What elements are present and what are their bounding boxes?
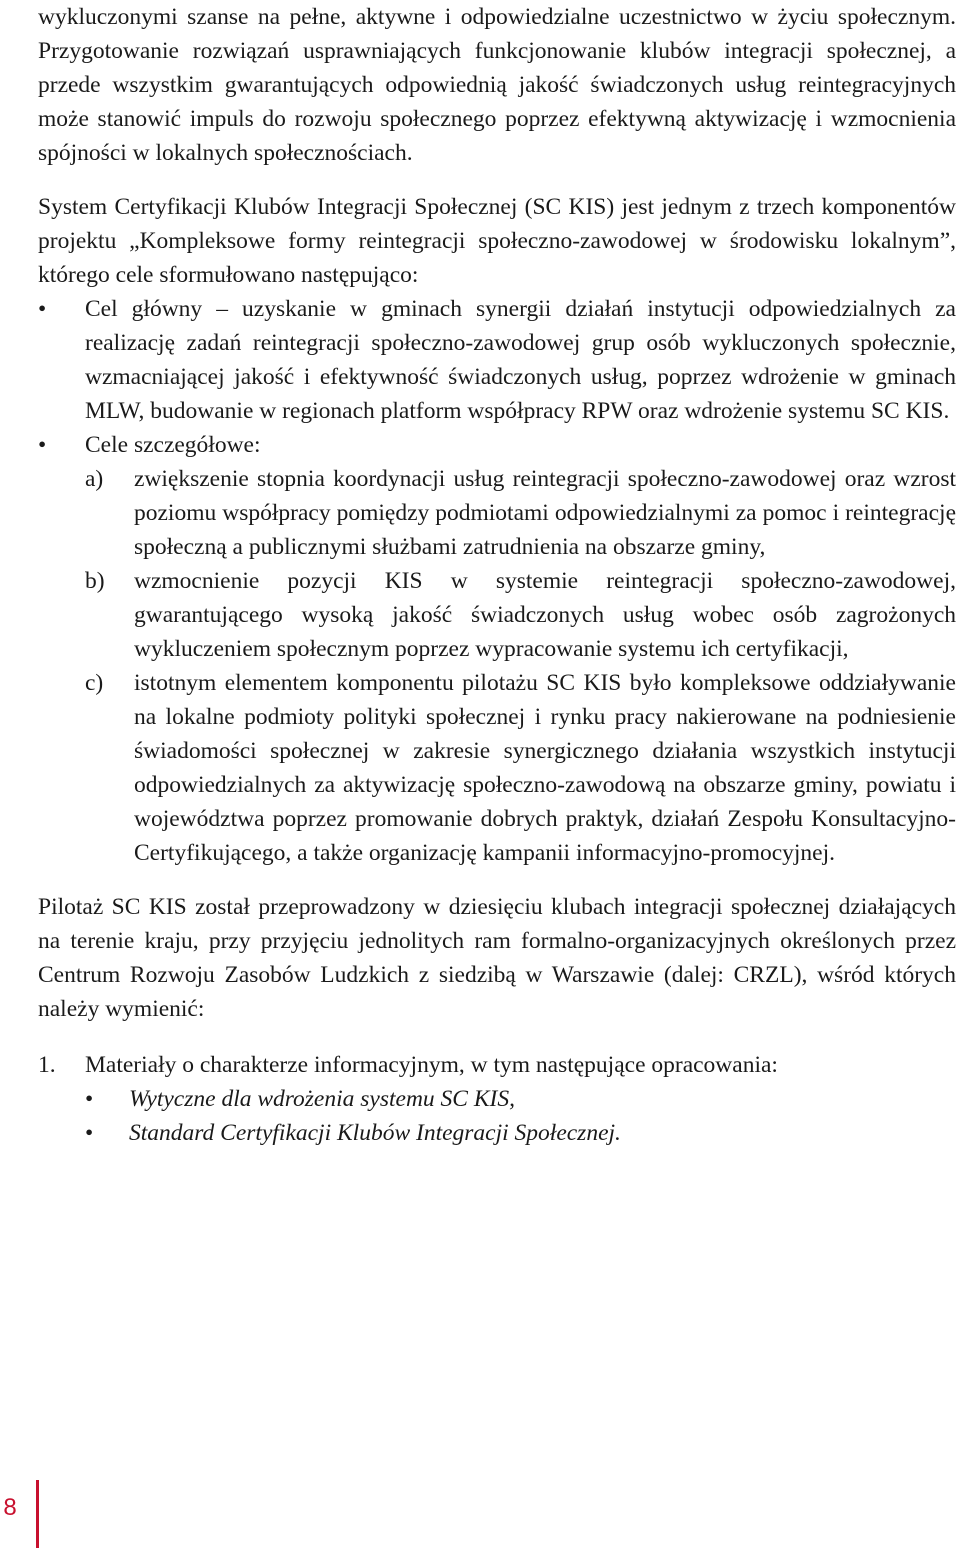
list-item-text: wzmocnienie pozycji KIS w systemie reintegracji społeczno-zawodowej, gwarantującego wysoką jakość świadczonych usług wobec osób zagrożonych wykluczeniem społecznym poprzez wypracowanie systemu ich certyfikacji, (134, 568, 956, 662)
sub-list-item (85, 1082, 956, 1116)
sub-list-item-text: Standard Certyfikacji Klubów Integracji Społecznej. (129, 1120, 621, 1146)
list-item (85, 564, 956, 666)
sub-list-item-text: Wytyczne dla wdrożenia systemu SC KIS, (129, 1086, 515, 1112)
goal-main-text: Cel główny – uzyskanie w gminach synergii działań instytucji odpowiedzialnych za realizację zadań reintegracji społeczno-zawodowej grup osób wykluczonych społecznie, wzmacniającej jakość i efektywność świadczonych usług, poprzez wdrożenie w gminach MLW, budowanie w regionach platform współpracy RPW oraz wdrożenie systemu SC KIS. (85, 296, 956, 424)
list-item-text: istotnym elementem komponentu pilotażu SC KIS było kompleksowe oddziaływanie na lokalne podmioty polityki społecznej i rynku pracy nakierowane na podniesienie świadomości społecznej w zakresie synergicznego działania wszystkich instytucji odpowiedzialnych za aktywizację społeczno-zawodową na obszarze gminy, powiatu i województwa poprzez promowanie dobrych praktyk, działań Zespołu Konsultacyjno-Certyfikującego, a także organizację kampanii informacyjno-promocyjnej. (134, 670, 956, 866)
page-body (38, 0, 956, 1150)
list-item (38, 1048, 956, 1150)
list-item (85, 666, 956, 870)
list-marker: a) (85, 466, 104, 492)
list-item-text: Materiały o charakterze informacyjnym, w tym następujące opracowania: (85, 1052, 778, 1078)
list-item (85, 462, 956, 564)
goals-specific-item (38, 428, 956, 870)
page-number: 8 (3, 1494, 17, 1521)
goals-specific-label: Cele szczegółowe: (85, 432, 261, 458)
paragraph-pilot: Pilotaż SC KIS został przeprowadzony w dziesięciu klubach integracji społecznej działających na terenie kraju, przy przyjęciu jednolitych ram formalno-organizacyjnych określonych przez Centrum Rozwoju Zasobów Ludzkich z siedzibą w Warszawie (dalej: CRZL), wśród których należy wymienić: (38, 894, 956, 1022)
bullet-icon: • (38, 432, 47, 458)
numbered-list (38, 1048, 956, 1150)
footer-accent-line (36, 1480, 39, 1548)
list-item-text: zwiększenie stopnia koordynacji usług reintegracji społeczno-zawodowej oraz wzrost poziomu współpracy pomiędzy podmiotami odpowiedzialnymi za pomoc i reintegrację społeczną a publicznymi służbami zatrudnienia na obszarze gminy, (134, 466, 956, 560)
list-marker: 1. (38, 1052, 56, 1078)
goal-main-item (38, 292, 956, 428)
list-marker: b) (85, 568, 105, 594)
sub-list-item (85, 1116, 956, 1150)
bullet-icon: • (38, 296, 47, 322)
bullet-icon: • (85, 1120, 94, 1146)
bullet-icon: • (85, 1086, 94, 1112)
goals-specific-list (85, 462, 956, 870)
paragraph-system: System Certyfikacji Klubów Integracji Społecznej (SC KIS) jest jednym z trzech komponentów projektu „Kompleksowe formy reintegracji społeczno-zawodowej w środowisku lokalnym”, którego cele sformułowano następująco: (38, 194, 956, 288)
list-marker: c) (85, 670, 104, 696)
paragraph-intro: wykluczonymi szanse na pełne, aktywne i odpowiedzialne uczestnictwo w życiu społecznym. Przygotowanie rozwiązań usprawniających funkcjonowanie klubów integracji społecznej, a przede wszystkim gwarantujących odpowiednią jakość świadczonych usług reintegracyjnych może stanowić impuls do rozwoju społecznego poprzez efektywną aktywizację i wzmocnienia spójności w lokalnych społecznościach. (38, 4, 956, 166)
